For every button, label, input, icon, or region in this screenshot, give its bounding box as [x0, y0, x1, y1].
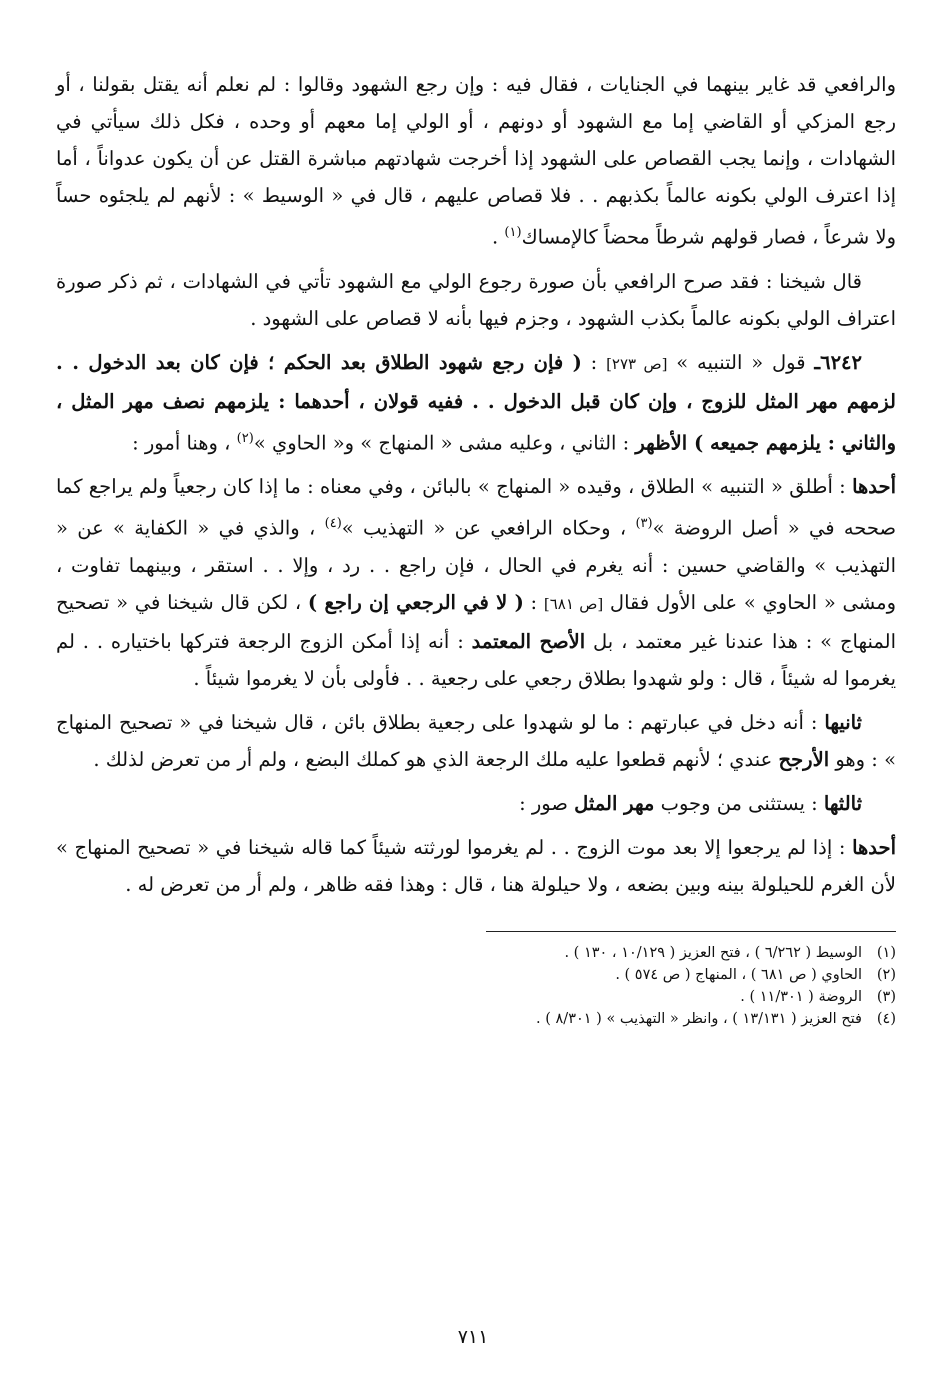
paragraph [56, 468, 896, 697]
page-ref: [ص ٦٨١] [543, 594, 604, 613]
page-number: ٧١١ [457, 1326, 489, 1348]
paragraph [56, 66, 896, 256]
footnote-text: الوسيط ( ٦/٢٦٢ ) ، فتح العزيز ( ١٠/١٢٩ ، ١٣٠ ) . [564, 944, 862, 961]
text-run: : أطلق « التنبيه » الطلاق ، وقيده « المنهاج » بالبائن ، وفي معناه : ما إذا كان رجعياً ولم يراجع كما صححه في « أصل الروضة » [56, 475, 896, 540]
text-run: ، والذي في « الكفاية » عن « التهذيب » والقاضي حسين : أنه يغرم في الحال ، فإن راجع . . رد ، وإلا . . استقر ، وبينهما تفاوت ، ومشى « الحاوي » على الأول فقال [56, 516, 896, 614]
bold-run: الأصح المعتمد [471, 629, 586, 653]
paragraph-entry-6242 [56, 344, 896, 462]
bold-run: ثالثها [823, 791, 862, 815]
text-run: قول « التنبيه » [667, 350, 815, 374]
text-run: : [581, 350, 607, 374]
text-run: : إذا لم يرجعوا إلا بعد موت الزوج . . لم يغرموا لورثته شيئاً كما قاله شيخنا في « تصحيح المنهاج » لأن الغرم للحيلولة بينه وبين بضعه ، ولا حيلولة هنا ، قال : وهذا فقه ظاهر ، ولم أر من تعرض له . [56, 835, 896, 896]
text-run: : يستثنى من وجوب [654, 791, 824, 815]
footnote-ref: (١) [504, 225, 522, 240]
bold-run: ( لا في الرجعي إن راجع ) [307, 590, 524, 614]
footnote-number: (٢) [876, 966, 896, 983]
footnote [56, 964, 896, 986]
footnote [56, 1008, 896, 1030]
text-run: : [523, 590, 544, 614]
footnotes [56, 942, 896, 1030]
footnote-separator [486, 931, 896, 932]
footnote-number: (١) [876, 944, 896, 961]
text-run: قال شيخنا : فقد صرح الرافعي بأن صورة رجوع الولي مع الشهود تأتي في الشهادات ، ثم ذكر صورة اعتراف الولي بكونه عالماً بكذب الشهود ، وجزم فيها بأنه لا قصاص على الشهود . [56, 269, 896, 330]
footnote-ref: (٣) [635, 516, 653, 531]
footnote-text: فتح العزيز ( ١٣/١٣١ ) ، وانظر « التهذيب » ( ٨/٣٠١ ) . [536, 1010, 862, 1027]
footnote-text: الروضة ( ١١/٣٠١ ) . [740, 988, 862, 1005]
footnote-text: الحاوي ( ص ٦٨١ ) ، المنهاج ( ص ٥٧٤ ) . [615, 966, 862, 983]
paragraph [56, 263, 896, 337]
bold-run: أحدها [852, 835, 896, 859]
text-run: ، وحكاه الرافعي عن « التهذيب » [341, 516, 636, 540]
text-run: ، لكن قال شيخنا في « تصحيح المنهاج » : هذا عندنا غير معتمد ، بل [56, 590, 896, 653]
footnote [56, 986, 896, 1008]
text-run: : أنه إذا أمكن الزوج الرجعة فتركها باختياره . . لم يغرموا له شيئاً ، قال : ولو شهدوا بطلاق رجعي على رجعية . . فأولى بأن لا يغرموا شيئاً . [56, 629, 896, 690]
text-run: عندي ؛ لأنهم قطعوا عليه ملك الرجعة الذي هو كملك البضع ، ولم أر من تعرض لذلك . [93, 747, 779, 771]
text-run: . [492, 225, 505, 249]
bold-run: ثانيها [824, 710, 862, 734]
bold-run: ( فإن رجع شهود الطلاق بعد الحكم ؛ فإن كان بعد الدخول . . لزمهم مهر المثل للزوج ، وإن كان قبل الدخول . . ففيه قولان ، أحدهما : يلزمهم نصف مهر المثل ، والثاني : يلزمهم جميعه ) الأظهر [56, 350, 896, 454]
paragraph [56, 704, 896, 778]
footnote-ref: (٤) [324, 516, 342, 531]
text-run: ، وهنا أمور : [132, 431, 237, 454]
bold-run: أحدها [852, 475, 896, 498]
text-run: : أنه دخل في عبارتهم : ما لو شهدوا على رجعية بطلاق بائن ، قال شيخنا في « تصحيح المنهاج » : وهو [56, 710, 896, 771]
paragraph [56, 785, 896, 822]
page-ref: [ص ٢٧٣] [606, 354, 668, 373]
footnote-number: (٤) [876, 1010, 896, 1027]
footnote-number: (٣) [876, 988, 896, 1005]
text-run: : الثاني ، وعليه مشى « المنهاج » و« الحاوي » [253, 431, 636, 454]
bold-run: الأرجح [778, 747, 830, 771]
main-text [56, 66, 896, 903]
footnote-ref: (٢) [236, 430, 254, 446]
paragraph [56, 829, 896, 903]
text-run: والرافعي قد غاير بينهما في الجنايات ، فقال فيه : وإن رجع الشهود وقالوا : لم نعلم أنه يقتل بقولنا ، أو رجع المزكي أو القاضي إما مع الشهود أو دونهم ، أو الولي إما معهم أو وحده ، فكل ذلك سيأتي في الشهادات ، وإنما يجب القصاص على الشهود إذا أخرجت شهادتهم مباشرة القتل عن أن يكون عدواناً ، أما إذا اعترف الولي بكونه عالماً بكذبهم . . فلا قصاص عليهم ، قال في « الوسيط » : لأنهم لم يلجئوه حساً ولا شرعاً ، فصار قولهم شرطاً محضاً كالإمساك [56, 73, 896, 249]
bold-run: مهر المثل [574, 791, 655, 815]
text-run: صور : [519, 791, 575, 815]
bold-run: ٦٢٤٢ـ [814, 350, 862, 374]
footnote [56, 942, 896, 964]
